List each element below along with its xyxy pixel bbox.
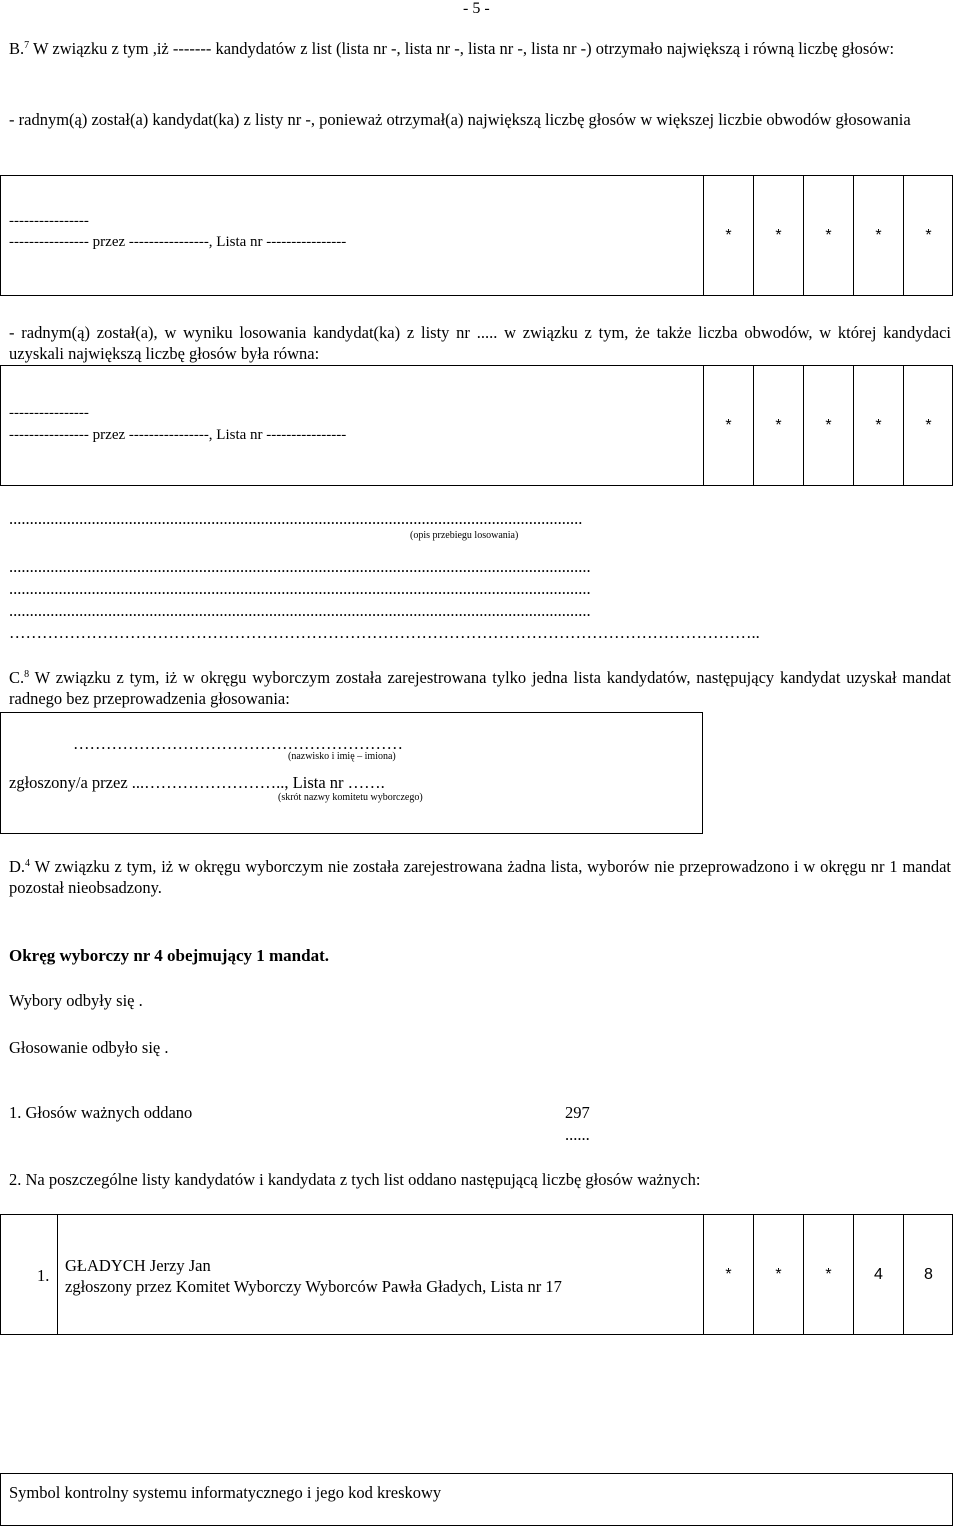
box2-line1: ---------------- xyxy=(9,405,89,421)
vote-digit-cell: * xyxy=(853,365,903,486)
row-number-divider xyxy=(57,1214,58,1335)
vote-digit-cell: * xyxy=(703,365,753,486)
vote-digit-cell: 8 xyxy=(903,1214,953,1335)
box1-line2: ---------------- przez ----------------, Lista nr ---------------- xyxy=(9,234,347,250)
district-heading: Okręg wyborczy nr 4 obejmujący 1 mandat. xyxy=(9,946,329,965)
opis-dots-2: ............................................................................................................................................. xyxy=(9,557,591,576)
section-d-text: W związku z tym, iż w okręgu wyborczym nie została zarejestrowana żadna lista, wyborów nie przeprowadzono i w okręgu nr 1 mandat pozostał nieobsadzony. xyxy=(9,857,952,897)
opis-dots-4: ............................................................................................................................................. xyxy=(9,601,591,620)
opis-dots-1: ........................................................................................................................................... xyxy=(9,509,583,528)
opis-caption: (opis przebiegu losowania) xyxy=(410,530,519,541)
section-d-intro xyxy=(9,856,951,898)
section-c-footnote: 8 xyxy=(24,669,30,680)
vote-digit-cell: * xyxy=(853,175,903,296)
section-b-intro xyxy=(9,38,951,59)
voting-held: Głosowanie odbyło się . xyxy=(9,1038,169,1057)
vote-digit-cell: * xyxy=(803,365,853,486)
vote-digit-cell: 4 xyxy=(853,1214,903,1335)
committee-caption: (skrót nazwy komitetu wyborczego) xyxy=(278,792,423,803)
valid-votes-value: 297 xyxy=(565,1103,590,1122)
section-b-footnote: 7 xyxy=(24,40,30,51)
candidate-submitted-by: zgłoszony przez Komitet Wyborczy Wyborców Pawła Gładych, Lista nr 17 xyxy=(65,1277,562,1296)
vote-digit-cell: * xyxy=(753,175,803,296)
section-b-item1: - radnym(ą) został(a) kandydat(ka) z listy nr -, ponieważ otrzymał(a) największą liczbę głosów w większej liczbie obwodów głosowania xyxy=(9,110,911,129)
submitted-line: zgłoszony/a przez ...…………………….., Lista nr ……. xyxy=(9,773,385,792)
page-number: - 5 - xyxy=(463,0,490,17)
section-c-letter: C. xyxy=(9,668,25,687)
section-d-footnote: 4 xyxy=(25,858,31,869)
elections-held: Wybory odbyły się . xyxy=(9,991,143,1010)
vote-digit-cell: * xyxy=(753,365,803,486)
vote-digit-cell: * xyxy=(903,365,953,486)
box2-line2: ---------------- przez ----------------, Lista nr ---------------- xyxy=(9,427,347,443)
box1-line1: ---------------- xyxy=(9,213,89,229)
lists-label: 2. Na poszczególne listy kandydatów i kandydata z tych list oddano następującą liczbę głosów ważnych: xyxy=(9,1170,701,1189)
section-c-text: W związku z tym, iż w okręgu wyborczym została zarejestrowana tylko jedna lista kandydatów, następujący kandydat uzyskał mandat radnego bez przeprowadzenia głosowania: xyxy=(9,668,951,708)
vote-digit-cell: * xyxy=(803,175,853,296)
section-d-letter: D. xyxy=(9,857,26,876)
candidate-name: GŁADYCH Jerzy Jan xyxy=(65,1256,211,1275)
vote-digit-cell: * xyxy=(753,1214,803,1335)
section-c-intro xyxy=(9,667,951,709)
vote-digit-cell: * xyxy=(703,175,753,296)
vote-digit-cell: * xyxy=(903,175,953,296)
opis-dots-3: ............................................................................................................................................. xyxy=(9,579,591,598)
opis-dots-5: ……………………………………………………………………………………………………………………….. xyxy=(9,623,760,642)
section-b-letter: B. xyxy=(9,39,25,58)
vote-digit-cell: * xyxy=(803,1214,853,1335)
candidate-number: 1. xyxy=(37,1266,50,1285)
valid-votes-dots: ...... xyxy=(565,1125,590,1144)
section-b-text: W związku z tym ,iż ------- kandydatów z list (lista nr -, lista nr -, lista nr -, lista nr -) otrzymało największą i równą liczbę głosów: xyxy=(32,39,895,58)
name-caption: (nazwisko i imię – imiona) xyxy=(288,751,396,762)
vote-digit-cell: * xyxy=(703,1214,753,1335)
valid-votes-label: 1. Głosów ważnych oddano xyxy=(9,1103,193,1122)
section-b-item2: - radnym(ą) został(a), w wyniku losowania kandydat(ka) z listy nr ..... w związku z tym, że także liczba obwodów, w której kandydaci uzyskali największą liczbę głosów była równa: xyxy=(9,323,951,363)
candidate-name-dots: …………………………………………………… xyxy=(73,734,403,753)
control-symbol-label: Symbol kontrolny systemu informatycznego i jego kod kreskowy xyxy=(9,1483,442,1502)
